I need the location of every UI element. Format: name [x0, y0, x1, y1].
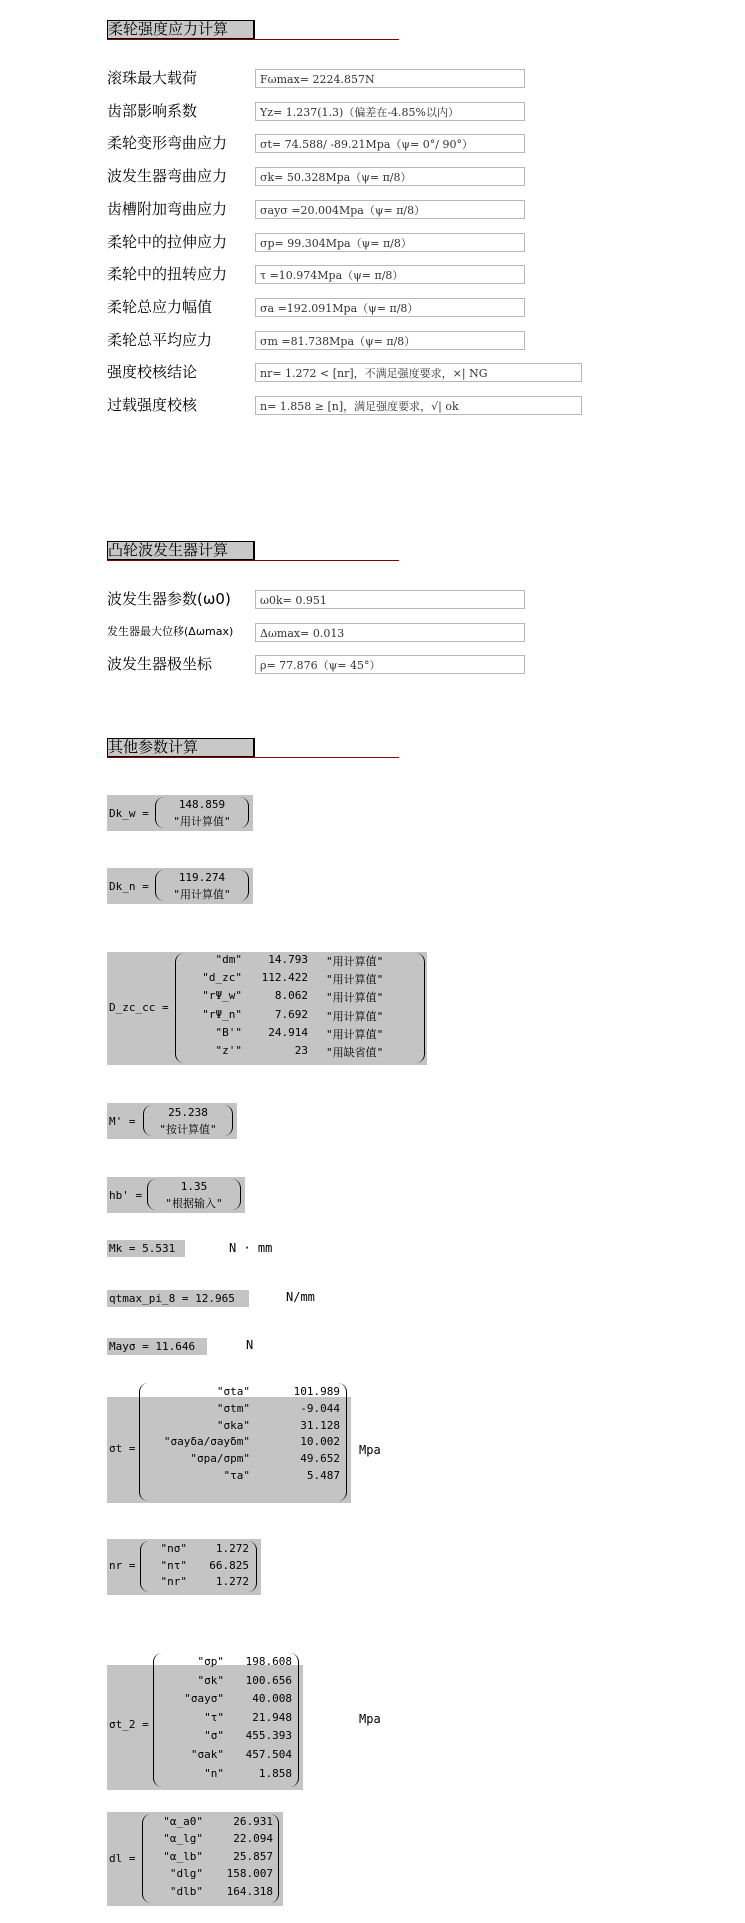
matrix-row	[140, 1469, 346, 1486]
matrix-cell: 457.504	[245, 1748, 292, 1761]
matrix-row	[143, 1867, 278, 1884]
result-field[interactable]: Fωmax= 2224.857N	[255, 69, 525, 88]
math-block-sigma-t	[107, 1385, 351, 1503]
matrix-cell: "用计算值"	[326, 1009, 384, 1023]
math-block-sigma-t-2	[107, 1655, 303, 1790]
matrix-row	[154, 1748, 298, 1767]
matrix-cell: 22.094	[233, 1832, 273, 1846]
matrix-cell: 40.008	[252, 1692, 292, 1706]
matrix-cell: "B'"	[215, 1025, 242, 1039]
result-field[interactable]: σk= 50.328Mpa（ψ= π/8）	[255, 167, 525, 186]
section-header-wave-generator	[107, 541, 399, 563]
unit-label: N	[246, 1338, 254, 1352]
field-label: 发生器最大位移(Δωmax)	[107, 624, 234, 638]
section-header-strength	[107, 20, 399, 42]
result-field[interactable]: nr= 1.272 < [nr]，不满足强度要求，×| NG	[255, 363, 582, 382]
matrix-cell: 66.825	[209, 1558, 249, 1572]
section-underline	[107, 560, 399, 561]
var-expression: Mk = 5.531	[109, 1242, 176, 1255]
field-label: 齿槽附加弯曲应力	[107, 199, 228, 218]
matrix-row	[176, 989, 424, 1007]
matrix-tag: "按计算值"	[159, 1123, 217, 1136]
matrix-row	[143, 1885, 278, 1902]
section-title: 柔轮强度应力计算	[108, 20, 229, 38]
unit-label: N/mm	[286, 1290, 315, 1304]
field-label: 波发生器弯曲应力	[107, 167, 228, 186]
matrix-cell: 10.002	[300, 1435, 340, 1449]
matrix-cell: "σak"	[190, 1748, 224, 1761]
matrix-brackets	[142, 1814, 279, 1903]
matrix-row	[154, 1711, 298, 1730]
matrix-row	[154, 1767, 298, 1786]
matrix-cell: "d_zc"	[202, 971, 242, 985]
matrix-cell: "nσ"	[160, 1542, 187, 1555]
matrix-brackets	[155, 797, 249, 828]
matrix-row	[143, 1815, 278, 1832]
field-label: 强度校核结论	[107, 363, 198, 382]
var-name: Dk_n =	[109, 880, 149, 893]
matrix-row	[140, 1385, 346, 1402]
field-label: 滚珠最大载荷	[107, 69, 198, 87]
matrix-cell: "nτ"	[160, 1558, 187, 1572]
matrix-value: 25.238	[168, 1106, 208, 1119]
field-label: 齿部影响系数	[107, 101, 198, 120]
matrix-cell: 112.422	[261, 971, 308, 985]
matrix-row	[154, 1655, 298, 1674]
matrix-cell: "用计算值"	[326, 991, 384, 1005]
math-block-d-zc-cc	[107, 952, 427, 1065]
matrix-cell: "rΨ_n"	[202, 1007, 242, 1021]
math-block-dk-w	[107, 795, 253, 831]
var-name: σt_2 =	[109, 1718, 149, 1731]
matrix-cell: "σpa/σpm"	[190, 1452, 250, 1466]
math-block-dl	[107, 1812, 283, 1906]
var-name: hb' =	[109, 1189, 143, 1202]
matrix-tag: "根据输入"	[165, 1197, 223, 1210]
matrix-brackets	[153, 1653, 299, 1787]
matrix-cell: "τ"	[204, 1710, 224, 1724]
matrix-tag: "用计算值"	[173, 815, 231, 828]
result-field[interactable]: Yz= 1.237(1.3)（偏差在-4.85%以内）	[255, 102, 525, 121]
field-label: 过载强度校核	[107, 396, 198, 414]
matrix-cell: "nr"	[160, 1575, 187, 1588]
field-label: 波发生器极坐标	[107, 655, 213, 673]
matrix-cell: "σta"	[216, 1385, 250, 1398]
matrix-cell: 164.318	[226, 1884, 273, 1898]
matrix-cell: 100.656	[245, 1673, 292, 1687]
field-label: 柔轮中的拉伸应力	[107, 232, 228, 251]
matrix-row	[141, 1542, 256, 1559]
matrix-row	[140, 1452, 346, 1469]
unit-label: Mpa	[359, 1712, 381, 1726]
matrix-cell: "dlb"	[169, 1884, 203, 1898]
math-block-mk	[107, 1240, 185, 1257]
section-underline	[107, 757, 399, 758]
matrix-row	[154, 1674, 298, 1693]
matrix-cell: 7.692	[274, 1007, 308, 1021]
matrix-cell: "σtm"	[216, 1401, 250, 1415]
matrix-cell: 26.931	[233, 1815, 273, 1828]
section-title: 其他参数计算	[108, 738, 199, 756]
matrix-cell: "σp"	[197, 1655, 224, 1668]
result-field[interactable]: ω0k= 0.951	[255, 590, 525, 609]
var-expression: qtmax_pi_8 = 12.965	[109, 1292, 235, 1305]
field-label: 柔轮总应力幅值	[107, 297, 213, 316]
matrix-value: 148.859	[178, 798, 226, 811]
matrix-cell: 31.128	[300, 1418, 340, 1432]
matrix-cell: 14.793	[268, 953, 308, 966]
math-block-dk-n	[107, 868, 253, 904]
math-block-qtmax	[107, 1290, 249, 1307]
matrix-value: 1.35	[180, 1180, 208, 1193]
matrix-cell: "σk"	[197, 1673, 224, 1687]
section-underline	[107, 39, 399, 40]
field-label: 柔轮总平均应力	[107, 330, 213, 349]
result-field[interactable]: Δωmax= 0.013	[255, 623, 525, 642]
var-expression: Mayσ = 11.646	[109, 1340, 196, 1353]
matrix-cell: "dlg"	[169, 1867, 203, 1881]
matrix-cell: 5.487	[306, 1469, 340, 1482]
matrix-cell: "α_lg"	[163, 1832, 203, 1846]
matrix-row	[140, 1435, 346, 1452]
result-field[interactable]: ρ= 77.876（ψ= 45°）	[255, 655, 525, 674]
matrix-cell: "用计算值"	[326, 973, 384, 987]
var-name: Dk_w =	[109, 807, 149, 820]
matrix-brackets	[139, 1383, 347, 1501]
result-field[interactable]: n= 1.858 ≥ [n]，满足强度要求，√| ok	[255, 396, 582, 415]
matrix-row	[140, 1419, 346, 1436]
math-block-nr	[107, 1539, 261, 1595]
matrix-cell: "α_lb"	[163, 1849, 203, 1863]
var-name: D_zc_cc =	[109, 1001, 169, 1014]
matrix-row	[154, 1692, 298, 1711]
matrix-value: 119.274	[178, 871, 226, 884]
matrix-row	[176, 953, 424, 971]
unit-label: N · mm	[229, 1241, 273, 1255]
matrix-cell: "α_a0"	[163, 1815, 203, 1828]
matrix-tag: "用计算值"	[173, 888, 231, 901]
result-field[interactable]: σayσ =20.004Mpa（ψ= π/8）	[255, 200, 525, 219]
matrix-row	[176, 971, 424, 989]
var-name: nr =	[109, 1559, 136, 1572]
math-block-hb-prime	[107, 1177, 245, 1213]
matrix-cell: "用计算值"	[326, 1027, 384, 1041]
section-header-other-params	[107, 738, 399, 760]
matrix-row	[176, 1044, 424, 1062]
matrix-cell: 1.272	[215, 1542, 249, 1555]
matrix-brackets	[155, 870, 249, 901]
section-title: 凸轮波发生器计算	[108, 541, 229, 559]
matrix-row	[154, 1729, 298, 1748]
var-name: M' =	[109, 1115, 136, 1128]
matrix-cell: "用计算值"	[326, 955, 384, 968]
matrix-brackets	[175, 953, 425, 1063]
result-field[interactable]: τ =10.974Mpa（ψ= π/8）	[255, 265, 525, 284]
matrix-row	[143, 1832, 278, 1849]
matrix-cell: 21.948	[252, 1710, 292, 1724]
matrix-cell: 101.989	[293, 1385, 340, 1398]
matrix-cell: "rΨ_w"	[202, 989, 242, 1003]
matrix-row	[141, 1575, 256, 1592]
matrix-brackets	[143, 1105, 233, 1136]
matrix-cell: "σayδa/σayδm"	[163, 1435, 250, 1449]
matrix-cell: "dm"	[215, 953, 242, 966]
matrix-cell: "z'"	[215, 1044, 242, 1057]
matrix-cell: "n"	[204, 1766, 224, 1780]
matrix-row	[176, 1008, 424, 1026]
unit-label: Mpa	[359, 1443, 381, 1457]
matrix-cell: -9.044	[300, 1401, 340, 1415]
matrix-cell: "σayσ"	[184, 1692, 224, 1706]
matrix-cell: 455.393	[245, 1729, 292, 1743]
matrix-cell: "σka"	[216, 1418, 250, 1432]
matrix-brackets	[147, 1179, 241, 1210]
field-label: 柔轮中的扭转应力	[107, 265, 228, 284]
matrix-brackets	[140, 1541, 257, 1592]
matrix-cell: 49.652	[300, 1452, 340, 1466]
matrix-row	[176, 1026, 424, 1044]
matrix-cell: "σ"	[204, 1729, 224, 1743]
matrix-row	[143, 1850, 278, 1867]
var-name: σt =	[109, 1442, 136, 1455]
result-field[interactable]: σp= 99.304Mpa（ψ= π/8）	[255, 233, 525, 252]
result-field[interactable]: σm =81.738Mpa（ψ= π/8）	[255, 331, 525, 350]
matrix-cell: 8.062	[274, 989, 308, 1003]
matrix-cell: "用缺省值"	[326, 1046, 384, 1059]
var-name: dl =	[109, 1852, 136, 1865]
matrix-row	[140, 1402, 346, 1419]
math-block-m-prime	[107, 1103, 237, 1139]
matrix-cell: 23	[294, 1044, 308, 1057]
math-block-may	[107, 1338, 207, 1355]
field-label: 柔轮变形弯曲应力	[107, 134, 228, 153]
matrix-row	[141, 1559, 256, 1576]
field-label: 波发生器参数(ω0)	[107, 590, 231, 608]
matrix-cell: 158.007	[226, 1867, 273, 1881]
matrix-cell: "τa"	[223, 1469, 250, 1482]
result-field[interactable]: σt= 74.588/ -89.21Mpa（ψ= 0°/ 90°）	[255, 134, 525, 153]
matrix-cell: 24.914	[268, 1025, 308, 1039]
matrix-cell: 1.858	[258, 1766, 292, 1780]
matrix-cell: 1.272	[215, 1575, 249, 1588]
matrix-cell: 25.857	[233, 1849, 273, 1863]
result-field[interactable]: σa =192.091Mpa（ψ= π/8）	[255, 298, 525, 317]
matrix-cell: 198.608	[245, 1655, 292, 1668]
